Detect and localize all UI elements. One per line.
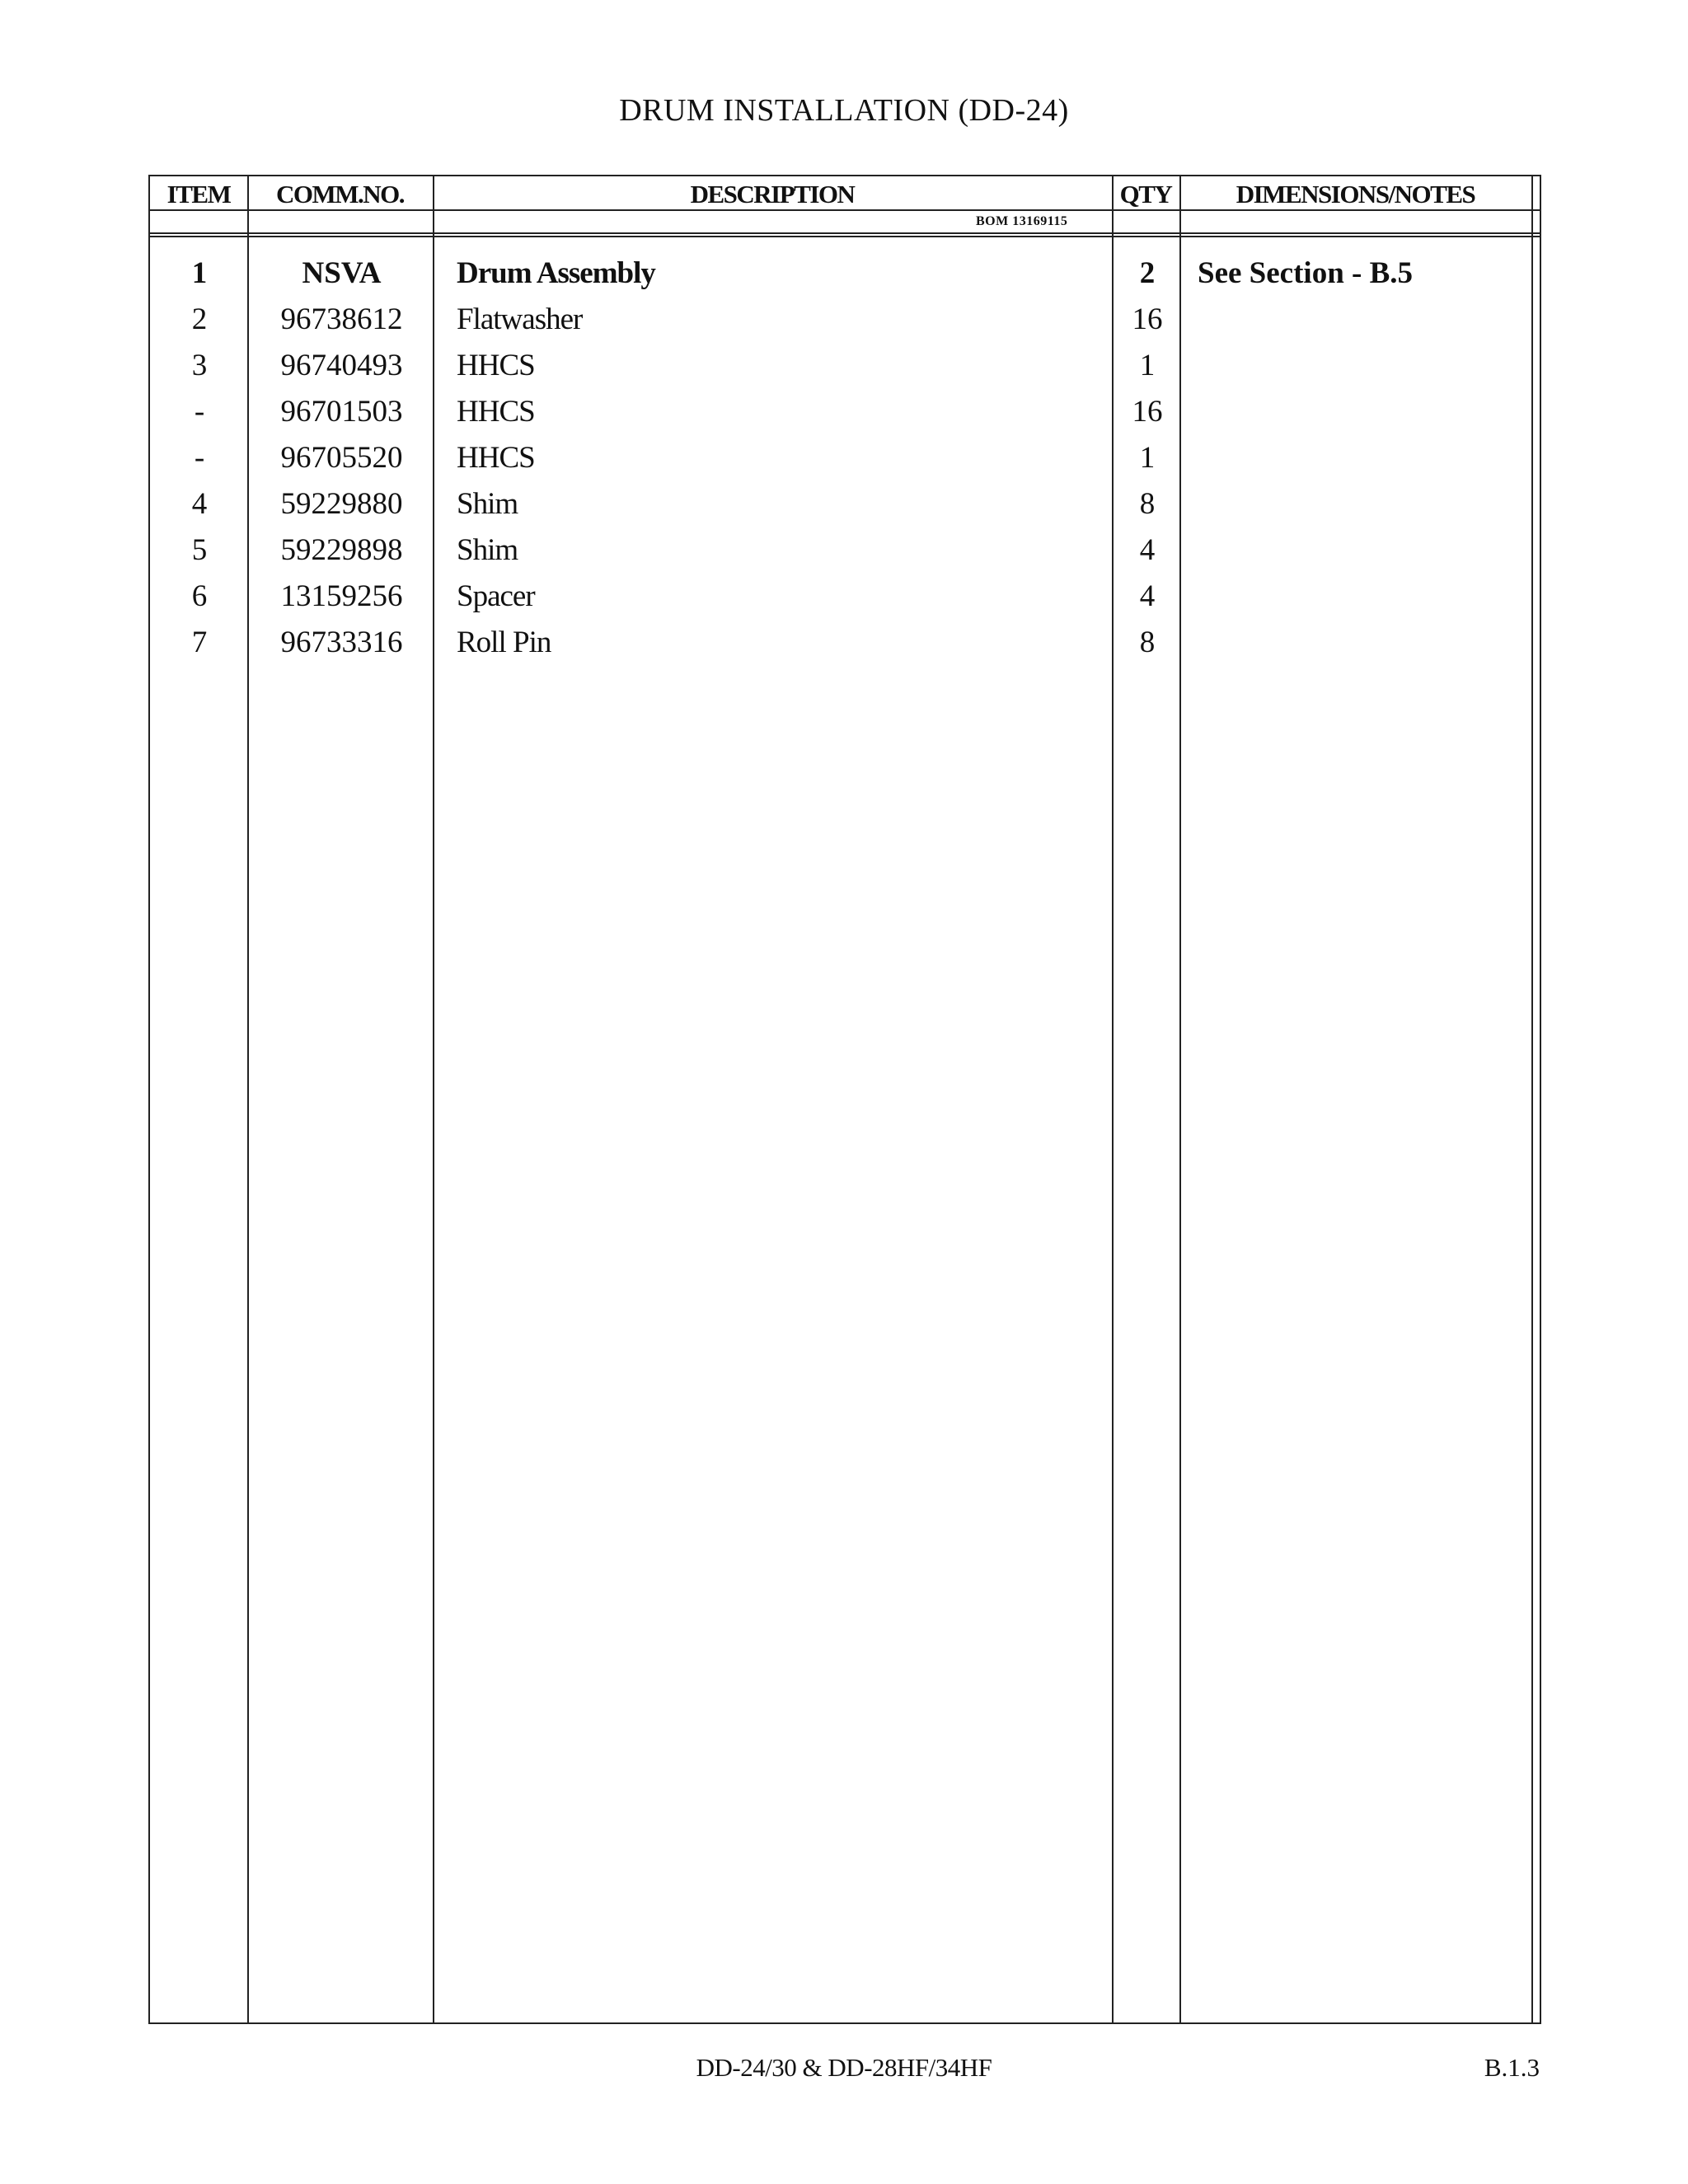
cell-comm-no: NSVA — [302, 256, 382, 290]
cell-comm-no: 96740493 — [280, 349, 403, 382]
cell-comm-no: 96738612 — [280, 302, 403, 336]
cell-qty: 16 — [1132, 395, 1163, 429]
table-row — [150, 343, 1540, 389]
header-divider — [150, 232, 1540, 234]
page-title: DRUM INSTALLATION (DD-24) — [619, 93, 1069, 128]
header-dimensions-notes: DIMENSIONS/NOTES — [1236, 180, 1475, 209]
cell-description: HHCS — [457, 441, 535, 475]
cell-qty: 8 — [1139, 626, 1156, 659]
cell-comm-no: 96733316 — [280, 626, 403, 659]
cell-description: HHCS — [457, 349, 535, 382]
cell-comm-no: 96701503 — [280, 395, 403, 429]
table-row — [150, 481, 1540, 527]
cell-item: 5 — [191, 533, 208, 567]
table-row — [150, 574, 1540, 620]
cell-qty: 1 — [1139, 441, 1156, 475]
cell-description: HHCS — [457, 395, 535, 429]
cell-item: 6 — [191, 579, 208, 613]
cell-qty: 4 — [1139, 579, 1156, 613]
cell-qty: 1 — [1139, 349, 1156, 382]
cell-notes: See Section - B.5 — [1198, 256, 1414, 290]
table-row — [150, 297, 1540, 343]
cell-comm-no: 96705520 — [280, 441, 403, 475]
header-comm-no: COMM.NO. — [275, 180, 405, 209]
table-row — [150, 527, 1540, 574]
cell-description: Shim — [457, 487, 518, 521]
cell-description: Flatwasher — [457, 302, 583, 336]
cell-description: Drum Assembly — [457, 256, 655, 290]
cell-item: 4 — [191, 487, 208, 521]
cell-item: 1 — [191, 256, 208, 290]
cell-comm-no: 59229880 — [280, 487, 403, 521]
cell-comm-no: 13159256 — [280, 579, 403, 613]
bom-number: BOM 13169115 — [976, 214, 1068, 228]
cell-qty: 16 — [1132, 302, 1163, 336]
cell-item: - — [194, 441, 205, 475]
footer-models: DD-24/30 & DD-28HF/34HF — [696, 2053, 992, 2082]
cell-item: - — [194, 395, 205, 429]
cell-comm-no: 59229898 — [280, 533, 403, 567]
header-qty: QTY — [1119, 180, 1172, 209]
header-divider — [150, 209, 1540, 211]
cell-qty: 4 — [1139, 533, 1156, 567]
table-row — [150, 251, 1540, 297]
footer-page-ref: B.1.3 — [1484, 2053, 1540, 2082]
cell-description: Shim — [457, 533, 518, 567]
cell-item: 7 — [191, 626, 208, 659]
cell-item: 2 — [191, 302, 208, 336]
table-row — [150, 389, 1540, 435]
cell-item: 3 — [191, 349, 208, 382]
table-row — [150, 435, 1540, 481]
header-divider — [150, 236, 1540, 237]
header-item: ITEM — [166, 180, 231, 209]
cell-description: Spacer — [457, 579, 535, 613]
parts-table — [148, 175, 1541, 2024]
cell-qty: 2 — [1139, 256, 1156, 290]
table-row — [150, 620, 1540, 666]
cell-qty: 8 — [1139, 487, 1156, 521]
cell-description: Roll Pin — [457, 626, 551, 659]
header-description: DESCRIPTION — [690, 180, 855, 209]
